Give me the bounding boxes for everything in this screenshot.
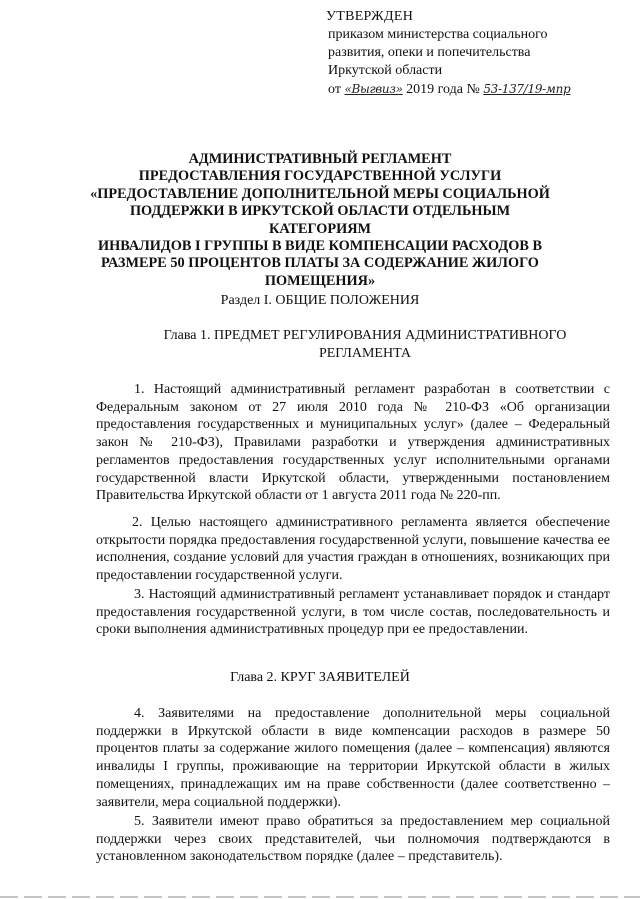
chapter-2-heading: Глава 2. КРУГ ЗАЯВИТЕЛЕЙ bbox=[230, 670, 410, 685]
chapter-1-line-2: РЕГЛАМЕНТА bbox=[318, 346, 412, 361]
approval-stamp-block bbox=[326, 8, 626, 99]
title-line-6: РАЗМЕРЕ 50 ПРОЦЕНТОВ ПЛАТЫ ЗА СОДЕРЖАНИЕ ЖИЛОГО bbox=[101, 255, 539, 272]
title-line-7: ПОМЕЩЕНИЯ» bbox=[264, 272, 376, 289]
paragraph-4: 4. Заявителями на предоставление дополнительной меры социальной поддержки в Иркутской области в виде компенсации расходов в размере 50 процентов платы за содержание жилого помещения (далее – компенсация) являются инвалиды I группы, проживающие на территории Иркутской области в жилых помещениях, принадлежащих им на праве собственности (далее соответственно – заявители, мера социальной поддержки). bbox=[96, 706, 610, 810]
paragraph-3: 3. Настоящий административный регламент устанавливает порядок и стандарт предоставления государственной услуги, в том числе состав, последовательность и сроки выполнения административных процедур при ее предоставлении. bbox=[96, 587, 610, 638]
approval-date-line bbox=[326, 80, 626, 99]
paragraph-5: 5. Заявители имеют право обратиться за предоставлением мер социальной поддержки через своих представителей, чьи полномочия подтверждаются в установленном законодательством порядке (далее – представитель). bbox=[96, 814, 610, 865]
paragraph-1: 1. Настоящий административный регламент разработан в соответствии с Федеральным законом от 27 июля 2010 года № 210-ФЗ «Об организации предоставления государственных и муниципальных услуг» (далее – Федеральный закон № 210-ФЗ), Правилами разработки и утверждения административных регламентов предоставления государственных услуг исполнительными органами государственной власти Иркутской области, утвержденными постановлением Правительства Иркутской области от 1 августа 2011 года № 220-пп. bbox=[96, 382, 610, 504]
title-line-1: АДМИНИСТРАТИВНЫЙ РЕГЛАМЕНТ bbox=[188, 151, 452, 167]
approval-line-3: Иркутской области bbox=[328, 63, 443, 78]
title-line-4: ПОДДЕРЖКИ В ИРКУТСКОЙ ОБЛАСТИ ОТДЕЛЬНЫМ КАТЕГОРИЯМ bbox=[129, 203, 511, 237]
scan-edge-line bbox=[0, 896, 640, 898]
approval-date-prefix: от bbox=[328, 82, 341, 97]
title-line-5: ИНВАЛИДОВ I ГРУППЫ В ВИДЕ КОМПЕНСАЦИИ РАСХОДОВ В bbox=[97, 238, 543, 255]
approval-line-1: приказом министерства социального bbox=[328, 27, 548, 42]
section-heading: Раздел I. ОБЩИЕ ПОЛОЖЕНИЯ bbox=[220, 293, 420, 308]
chapter-1-line-1: Глава 1. ПРЕДМЕТ РЕГУЛИРОВАНИЯ АДМИНИСТРАТИВНОГО bbox=[163, 328, 567, 343]
document-title bbox=[80, 151, 560, 290]
approval-year: 2019 года № bbox=[406, 82, 480, 97]
approval-line-2: развития, опеки и попечительства bbox=[328, 45, 531, 60]
approval-date-handwritten: «Выгвиз» bbox=[344, 82, 403, 96]
paragraph-2: 2. Целью настоящего административного регламента является обеспечение открытости порядка предоставления государственной услуги, повышение качества ее исполнения, создание условий для участия граждан в отношениях, возникающих при предоставлении государственной услуги. bbox=[96, 515, 610, 584]
approval-number-handwritten: 53-137/19-мпр bbox=[483, 82, 571, 96]
chapter-1-heading bbox=[140, 327, 590, 363]
title-line-2: ПРЕДОСТАВЛЕНИЯ ГОСУДАРСТВЕННОЙ УСЛУГИ bbox=[138, 168, 502, 185]
approval-heading: УТВЕРЖДЕН bbox=[326, 9, 414, 24]
title-line-3: «ПРЕДОСТАВЛЕНИЕ ДОПОЛНИТЕЛЬНОЙ МЕРЫ СОЦИАЛЬНОЙ bbox=[90, 185, 550, 202]
